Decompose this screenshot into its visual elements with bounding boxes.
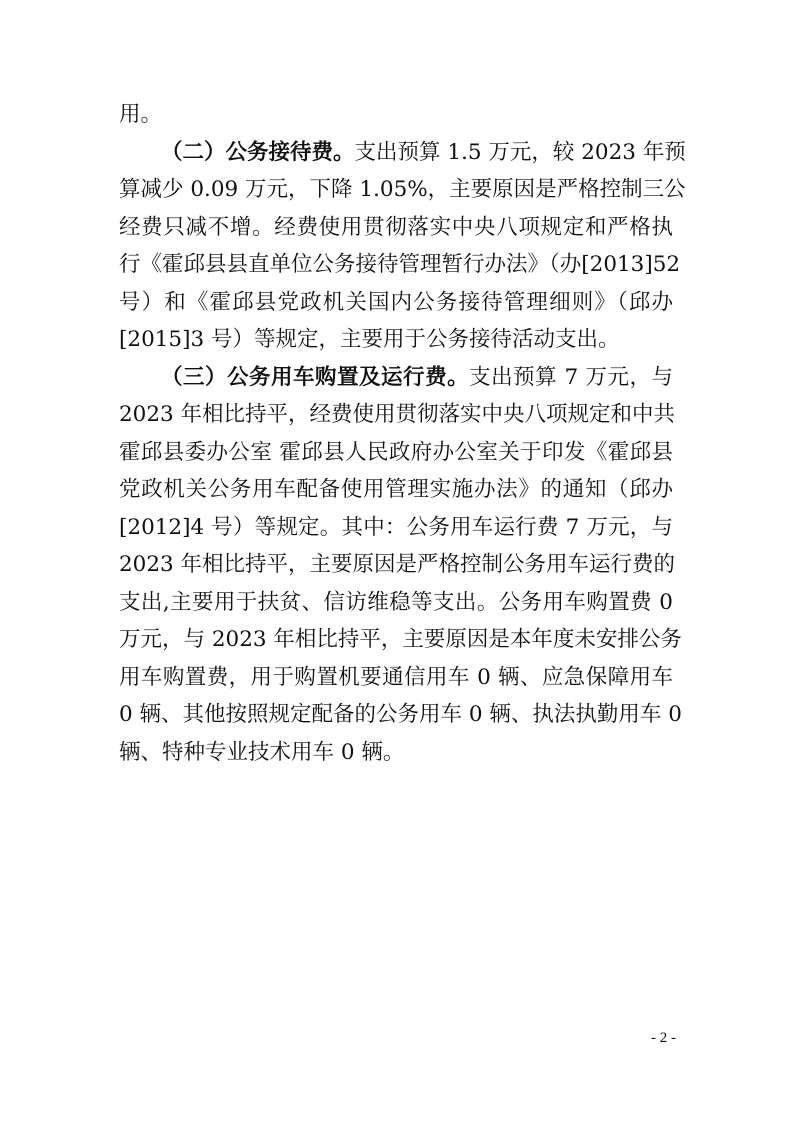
line-text: 支出,主要用于扶贫、信访维稳等支出。公务用车购置费 0 (119, 589, 673, 615)
paragraph-line (119, 663, 673, 693)
line-text: 支出预算 1.5 万元，较 2023 年预 (354, 139, 686, 165)
paragraph-line (119, 700, 682, 730)
line-text: [2015]3 号）等规定，主要用于公务接待活动支出。 (119, 327, 620, 352)
section-heading-vehicles: （三）公务用车购置及运行费。 (161, 364, 470, 390)
paragraph-line (119, 400, 676, 430)
line-text: 支出预算 7 万元，与 (469, 364, 673, 390)
paragraph-line (119, 475, 673, 505)
paragraph-line (161, 363, 673, 393)
line-text: 霍邱县委办公室 霍邱县人民政府办公室关于印发《霍邱县 (119, 439, 673, 465)
line-text: 号）和《霍邱县党政机关国内公务接待管理细则》（邱办 (119, 289, 673, 315)
paragraph-line (119, 588, 673, 618)
line-text: 2023 年相比持平，经费使用贯彻落实中央八项规定和中共 (119, 402, 676, 427)
paragraph-line (119, 325, 673, 355)
paragraph-line (119, 625, 682, 655)
paragraph-line (119, 513, 673, 543)
paragraph-line (119, 100, 673, 130)
line-text: 党政机关公务用车配备使用管理实施办法》的通知（邱办 (119, 477, 673, 502)
line-text: [2012]4 号）等规定。其中：公务用车运行费 7 万元，与 (119, 514, 673, 540)
paragraph-line (161, 138, 686, 168)
line-text: 算减少 0.09 万元，下降 1.05%，主要原因是严格控制三公 (119, 177, 686, 202)
line-text: 2023 年相比持平，主要原因是严格控制公务用车运行费的 (119, 552, 676, 577)
page-number: - 2 - (651, 1030, 676, 1046)
line-text: 万元，与 2023 年相比持平，主要原因是本年度未安排公务 (119, 627, 682, 652)
line-text: 经费只减不增。经费使用贯彻落实中央八项规定和严格执 (119, 214, 673, 240)
paragraph-line (119, 175, 686, 205)
line-text: 用车购置费，用于购置机要通信用车 0 辆、应急保障用车 (119, 664, 673, 690)
paragraph-line (119, 213, 673, 243)
line-text: 辆、特种专业技术用车 0 辆。 (119, 739, 405, 765)
line-text: 用。 (119, 102, 163, 127)
line-text: 0 辆、其他按照规定配备的公务用车 0 辆、执法执勤用车 0 (119, 702, 682, 727)
paragraph-line (119, 550, 676, 580)
line-text: 行《霍邱县县直单位公务接待管理暂行办法》（办[2013]52 (119, 252, 681, 277)
paragraph-line (119, 438, 673, 468)
paragraph-line (119, 250, 681, 280)
paragraph-line (119, 288, 673, 318)
section-heading-reception: （二）公务接待费。 (161, 139, 355, 165)
paragraph-line (119, 738, 673, 768)
